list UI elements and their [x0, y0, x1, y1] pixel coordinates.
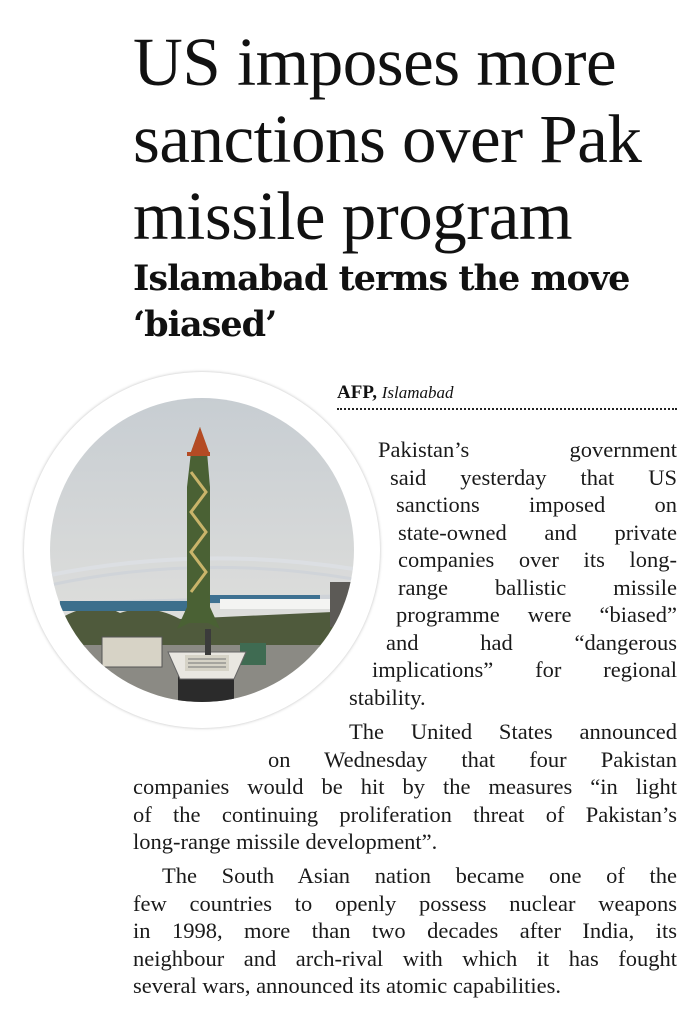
- body-line: companies would be hit by the measures “in light: [133, 774, 677, 799]
- body-line: implications” for regional: [372, 657, 677, 682]
- body-line: on Wednesday that four Pakistan: [268, 746, 677, 772]
- body-line: companies over its long-: [398, 547, 677, 572]
- body-line: programme were “biased”: [396, 602, 677, 627]
- byline-agency: AFP,: [337, 382, 377, 403]
- subheadline: Islamabad terms the move ‘biased’: [133, 258, 630, 345]
- body-line: of the continuing proliferation threat of Pakistan’s: [133, 801, 677, 827]
- body-line: sanctions imposed on: [396, 492, 677, 517]
- headline: US imposes more sanctions over Pak missile program: [133, 24, 642, 254]
- body-line: and had “dangerous: [386, 629, 677, 655]
- body-line: long-range missile development”.: [133, 829, 438, 854]
- body-line: several wars, announced its atomic capabilities.: [133, 973, 561, 998]
- byline: [337, 382, 677, 410]
- body-line: said yesterday that US: [390, 464, 677, 490]
- body-line: range ballistic missile: [398, 574, 677, 600]
- body-line: Pakistan’s government: [378, 437, 677, 462]
- body-line: few countries to openly possess nuclear weapons: [133, 890, 677, 916]
- body-line: The United States announced: [349, 719, 677, 744]
- body-paragraph-2: [0, 718, 677, 856]
- body-line: stability.: [349, 684, 426, 710]
- byline-location: Islamabad: [381, 383, 454, 402]
- body-line: neighbour and arch-rival with which it has fought: [133, 945, 677, 971]
- body-line: state-owned and private: [398, 519, 677, 545]
- body-paragraph-3: [0, 862, 677, 1000]
- body-paragraph-1: [0, 436, 677, 711]
- body-line: in 1998, more than two decades after India, its: [133, 918, 677, 943]
- body-line: The South Asian nation became one of the: [162, 863, 677, 888]
